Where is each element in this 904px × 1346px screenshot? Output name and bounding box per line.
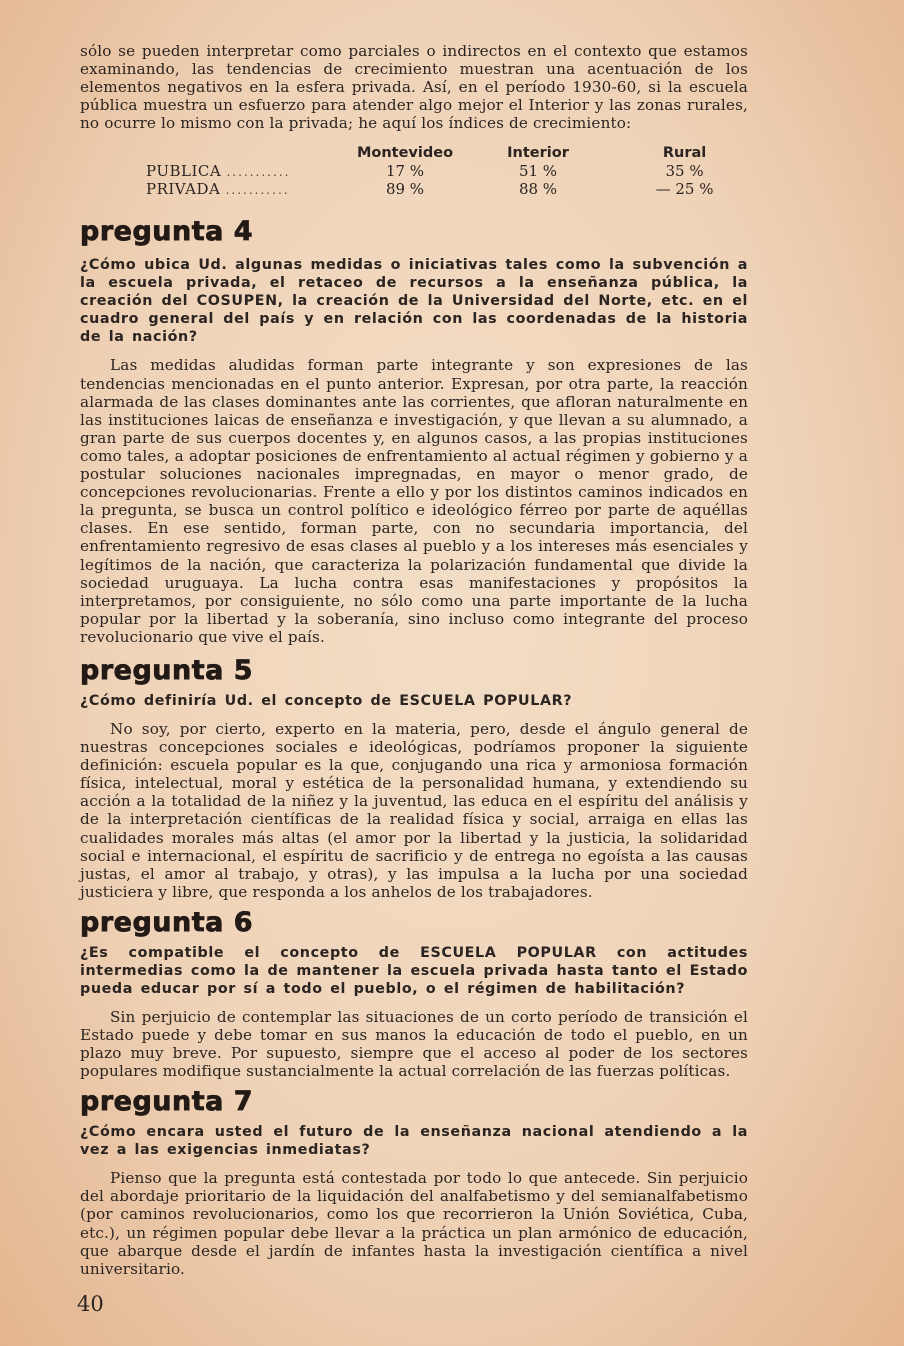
growth-index-table [80,144,748,198]
intro-paragraph: sólo se pueden interpretar como parciales o indirectos en el contexto que estamos examinando, las tendencias de crecimiento muestran una acentuación de los elementos negativos en la esfera privada. Así, en el período 1930-60, si la escuela pública muestra un esfuerzo para atender algo mejor el Interior y las zonas rurales, no ocurre lo mismo con la privada; he aquí los índices de crecimiento: [80,42,748,133]
answer-paragraph: Sin perjuicio de contemplar las situaciones de un corto período de transición el Estado puede y debe tomar en sus manos la educación de todo el pueblo, en un plazo muy breve. Por supuesto, siempre que el acceso al poder de los sectores populares modifique sustancialmente la actual correlación de las fuerzas políticas. [80,1007,748,1081]
table-cell: 89 % [385,180,425,199]
table-cell: 51 % [518,162,558,181]
table-row [80,180,748,198]
table-cell: 88 % [518,180,558,199]
answer-paragraph: Las medidas aludidas forman parte integrante y son expresiones de las tendencias mencionadas en el punto anterior. Expresan, por otra parte, la reacción alarmada de las clases dominantes ante las corrientes, que afloran naturalmente en las instituciones laicas de enseñanza e investigación, y que llevan a su alumnado, a gran parte de sus cuerpos docentes y, en algunos casos, a las propias instituciones como tales, a adoptar posiciones de enfrentamiento al actual régimen y gobierno y a postular soluciones nacionales impregnadas, en mayor o menor grado, de concepciones revolucionarias. Frente a ello y por los distintos caminos indicados en la pregunta, se busca un control político e ideológico férreo por parte de aquéllas clases. En ese sentido, forman parte, con no secundaria importancia, del enfrentamiento regresivo de esas clases al pueblo y a los intereses más esenciales y legítimos de la nación, que caracteriza la polarización fundamental que divide la sociedad uruguaya. La lucha contra esas manifestaciones y propósitos la interpretamos, por consiguiente, no sólo como una parte importante de la lucha popular por la libertad y la soberanía, sino incluso como integrante del proceso revolucionario que vive el país. [80,356,748,646]
section-heading: pregunta 7 [80,1086,254,1118]
row-label-cell [80,162,355,180]
section-heading: pregunta 4 [80,216,254,248]
table-cell: 17 % [385,162,425,181]
leader-dots: ........... [225,183,290,198]
leader-dots: ........... [226,165,291,180]
question-text: ¿Cómo definiría Ud. el concepto de ESCUELA POPULAR? [80,692,573,709]
table-row [80,162,748,180]
table-header-row [80,144,748,162]
answer-paragraph: No soy, por cierto, experto en la materia, pero, desde el ángulo general de nuestras concepciones sociales e ideológicas, podríamos proponer la siguiente definición: escuela popular es la que, conjugando una rica y armoniosa formación física, intelectual, moral y estética de la personalidad humana, y extendiendo su acción a la totalidad de la niñez y la juventud, las educa en el espíritu del análisis y de la interpretación científicas de la realidad física y social, arraiga en ellas las cualidades morales más altas (el amor por la libertad y la justicia, la solidaridad social e internacional, el espíritu de sacrificio y de entrega no egoísta a las causas justas, el amor al trabajo, y otras), y las impulsa a la lucha por una sociedad justiciera y libre, que responda a los anhelos de los trabajadores. [80,719,748,901]
page-content [80,42,748,1278]
question-text: ¿Es compatible el concepto de ESCUELA POPULAR con actitudes intermedias como la de mantener la escuela privada hasta tanto el Estado pueda educar por sí a todo el pueblo, o el régimen de habilitación? [80,944,748,997]
column-header-rural: Rural [662,145,707,162]
table-header-spacer [80,144,355,162]
section-heading: pregunta 6 [80,906,254,938]
answer-paragraph: Pienso que la pregunta está contestada por todo lo que antecede. Sin perjuicio del abordaje prioritario de la liquidación del analfabetismo y del semianalfabetismo (por caminos revolucionarios, como los que recorrieron la Unión Soviética, Cuba, etc.), un régimen popular debe llevar a la práctica un plan armónico de educación, que abarque desde el jardín de infantes hasta la investigación científica a nivel universitario. [80,1169,748,1278]
question-text: ¿Cómo ubica Ud. algunas medidas o iniciativas tales como la subvención a la escuela privada, el retaceo de recursos a la enseñanza pública, la creación del COSUPEN, la creación de la Universidad del Norte, etc. en el cuadro general del país y en relación con las coordenadas de la historia de la nación? [80,257,748,346]
row-label: PRIVADA [146,180,221,199]
column-header-interior: Interior [507,145,569,162]
table-cell: — 25 % [655,180,714,199]
table-cell: 35 % [665,162,704,181]
section-heading: pregunta 5 [80,654,254,686]
question-text: ¿Cómo encara usted el futuro de la enseñanza nacional atendiendo a la vez a las exigencias inmediatas? [80,1124,748,1159]
column-header-montevideo: Montevideo [356,145,454,162]
page-number: 40 [77,1292,104,1316]
row-label-cell [80,180,355,198]
row-label: PUBLICA [146,162,222,181]
